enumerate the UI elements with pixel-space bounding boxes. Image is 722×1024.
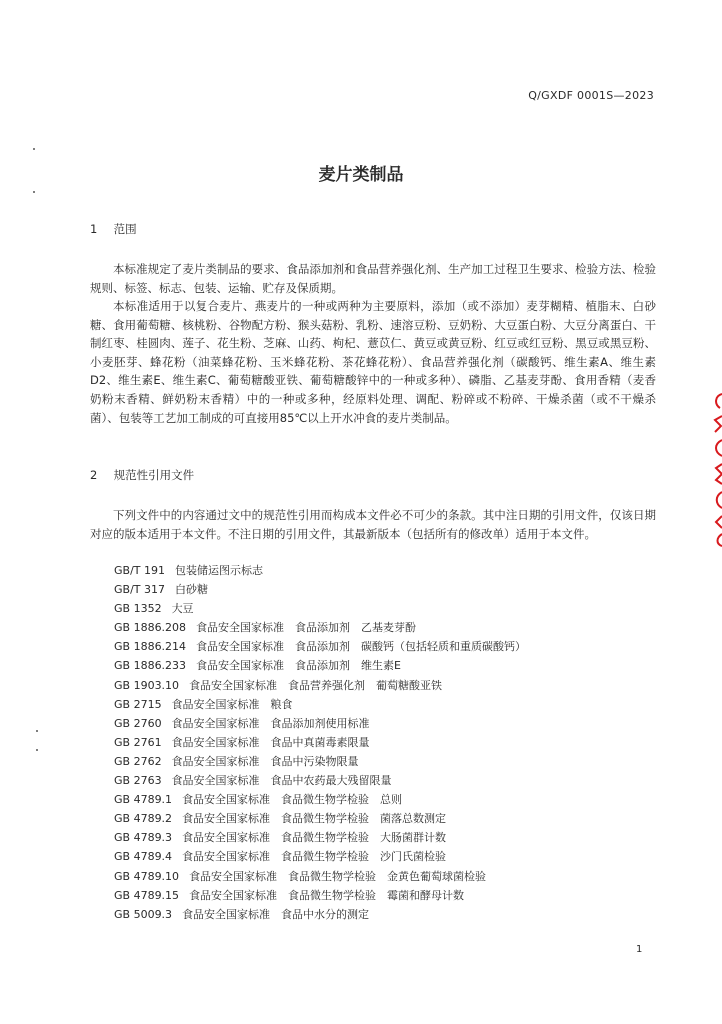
- reference-code: GB 2761: [114, 735, 162, 749]
- reference-item: [114, 656, 526, 675]
- references-intro: 下列文件中的内容通过文中的规范性引用而构成本文件必不可少的条款。其中注日期的引用文件，仅该日期对应的版本适用于本文件。不注日期的引用文件，其最新版本（包括所有的修改单）适用于本文件。: [90, 508, 656, 541]
- document-code: Q/GXDF 0001S—2023: [528, 89, 654, 102]
- section-1-number: 1: [90, 222, 98, 236]
- reference-code: GB 4789.2: [114, 812, 173, 826]
- reference-code: GB 1352: [114, 602, 162, 616]
- reference-title: 大豆: [171, 602, 194, 616]
- reference-code: GB/T 191: [114, 564, 165, 577]
- reference-item: [114, 771, 526, 790]
- reference-code: GB 1886.233: [114, 659, 187, 673]
- scan-speck: [33, 148, 35, 150]
- reference-item: [114, 828, 526, 847]
- reference-code: GB 1903.10: [114, 678, 180, 692]
- reference-code: GB 5009.3: [114, 907, 173, 921]
- reference-title: 食品安全国家标准 食品微生物学检验 总则: [182, 793, 403, 807]
- reference-code: GB 2763: [114, 774, 162, 788]
- scope-paragraph-2: 本标准适用于以复合麦片、燕麦片的一种或两种为主要原料，添加（或不添加）麦芽糊精、植脂末、白砂糖、食用葡萄糖、核桃粉、谷物配方粉、猴头菇粉、乳粉、速溶豆粉、豆奶粉、大豆蛋白粉、大豆分离蛋白、干制红枣、桂圆肉、莲子、花生粉、芝麻、山药、枸杞、薏苡仁、黄豆或黄豆粉、红豆或红豆粉、黑豆或黑豆粉、小麦胚芽、蜂花粉（油菜蜂花粉、玉米蜂花粉、茶花蜂花粉）、食品营养强化剂（碳酸钙、维生素A、维生素D2、维生素E、维生素C、葡萄糖酸亚铁、葡萄糖酸锌中的一种或多种）、磷脂、乙基麦芽酚、食用香精（麦香奶粉末香精、鲜奶粉末香精）中的一种或多种，经原料处理、调配、粉碎或不粉碎、干燥杀菌（或不干燥杀菌）、包装等工艺加工制成的可直接用85℃以上开水冲食的麦片类制品。: [90, 299, 656, 425]
- reference-title: 食品安全国家标准 食品微生物学检验 大肠菌群计数: [182, 831, 447, 845]
- reference-item: [114, 637, 526, 656]
- reference-item: [114, 886, 526, 905]
- reference-title: 食品安全国家标准 食品中真菌毒素限量: [171, 735, 370, 749]
- reference-item: [114, 752, 526, 771]
- reference-title: 食品安全国家标准 食品添加剂 乙基麦芽酚: [196, 621, 417, 635]
- reference-list: [114, 561, 526, 924]
- reference-title: 食品安全国家标准 食品微生物学检验 金黄色葡萄球菌检验: [189, 869, 487, 883]
- scan-speck: [33, 191, 35, 193]
- section-2-heading: [90, 467, 194, 483]
- reference-code: GB 4789.1: [114, 793, 173, 807]
- reference-item: [114, 618, 526, 637]
- section-1-heading: [90, 221, 137, 237]
- reference-title: 白砂糖: [175, 583, 208, 597]
- reference-code: GB 4789.3: [114, 831, 173, 845]
- reference-title: 食品安全国家标准 食品中农药最大残留限量: [171, 774, 392, 788]
- reference-code: GB 4789.15: [114, 888, 180, 902]
- reference-title: 食品安全国家标准 食品中水分的测定: [182, 907, 370, 921]
- reference-title: 食品安全国家标准 食品添加剂使用标准: [171, 716, 370, 730]
- reference-code: GB 2715: [114, 697, 162, 711]
- reference-code: GB 2762: [114, 754, 162, 768]
- reference-item: [114, 676, 526, 695]
- page-number: 1: [636, 944, 643, 955]
- reference-item: [114, 695, 526, 714]
- reference-title: 食品安全国家标准 食品微生物学检验 霉菌和酵母计数: [189, 888, 465, 902]
- reference-code: GB 4789.10: [114, 869, 180, 883]
- reference-title: 食品安全国家标准 粮食: [171, 697, 293, 711]
- scan-speck: [36, 749, 38, 751]
- reference-item: [114, 714, 526, 733]
- reference-item: [114, 580, 526, 599]
- reference-title: 食品安全国家标准 食品营养强化剂 葡萄糖酸亚铁: [189, 678, 443, 692]
- red-stamp-fragment: [712, 388, 722, 548]
- reference-title: 食品安全国家标准 食品中污染物限量: [171, 754, 359, 768]
- scan-speck: [36, 730, 38, 732]
- reference-item: [114, 790, 526, 809]
- reference-code: GB 1886.214: [114, 640, 187, 654]
- scope-paragraph-1: 本标准规定了麦片类制品的要求、食品添加剂和食品营养强化剂、生产加工过程卫生要求、检验方法、检验规则、标签、标志、包装、运输、贮存及保质期。: [90, 262, 656, 295]
- document-title: 麦片类制品: [318, 165, 404, 185]
- reference-title: 包装储运图示标志: [175, 564, 263, 577]
- reference-code: GB 1886.208: [114, 621, 187, 635]
- reference-code: GB 4789.4: [114, 850, 173, 864]
- reference-item: [114, 905, 526, 924]
- reference-title: 食品安全国家标准 食品添加剂 维生素E: [196, 659, 402, 673]
- reference-item: [114, 561, 526, 580]
- reference-item: [114, 867, 526, 886]
- reference-code: GB 2760: [114, 716, 162, 730]
- reference-item: [114, 809, 526, 828]
- reference-item: [114, 733, 526, 752]
- reference-title: 食品安全国家标准 食品微生物学检验 菌落总数测定: [182, 812, 447, 826]
- reference-item: [114, 847, 526, 866]
- reference-title: 食品安全国家标准 食品微生物学检验 沙门氏菌检验: [182, 850, 447, 864]
- section-2-title: 规范性引用文件: [113, 468, 195, 482]
- reference-item: [114, 599, 526, 618]
- section-2-number: 2: [90, 468, 98, 482]
- section-1-title: 范围: [113, 222, 137, 236]
- reference-code: GB/T 317: [114, 583, 165, 597]
- reference-title: 食品安全国家标准 食品添加剂 碳酸钙（包括轻质和重质碳酸钙）: [196, 640, 527, 654]
